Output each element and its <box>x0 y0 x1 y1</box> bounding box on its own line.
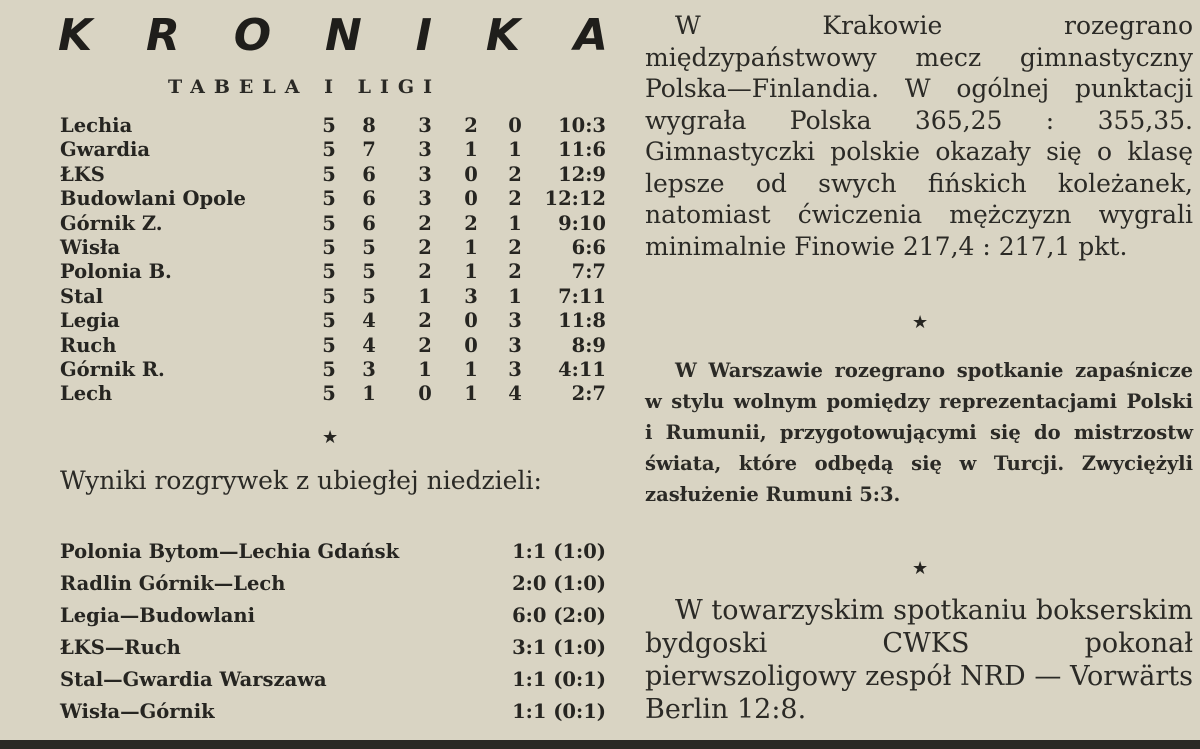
matches-cell: 5 <box>322 235 336 259</box>
table-row <box>60 163 620 187</box>
points-cell: 5 <box>362 260 376 284</box>
wins-cell: 2 <box>418 333 432 357</box>
matches-cell: 5 <box>322 138 336 162</box>
draws-cell: 0 <box>464 187 478 211</box>
results-heading: Wyniki rozgrywek z ubiegłej niedzieli: <box>60 466 542 495</box>
draws-cell: 2 <box>464 211 478 235</box>
losses-cell: 2 <box>508 235 522 259</box>
points-cell: 1 <box>362 382 376 406</box>
draws-cell: 1 <box>464 357 478 381</box>
match-name: Stal—Gwardia Warszawa <box>60 668 327 691</box>
table-row <box>60 114 620 138</box>
goals-cell: 9:10 <box>558 211 606 235</box>
wins-cell: 1 <box>418 284 432 308</box>
wins-cell: 2 <box>418 309 432 333</box>
draws-cell: 3 <box>464 284 478 308</box>
result-row <box>60 696 610 728</box>
table-row <box>60 138 620 162</box>
losses-cell: 2 <box>508 260 522 284</box>
points-cell: 3 <box>362 357 376 381</box>
goals-cell: 10:3 <box>558 114 606 137</box>
table-row <box>60 382 620 406</box>
losses-cell: 4 <box>508 382 522 406</box>
losses-cell: 0 <box>508 114 522 137</box>
team-name: Budowlani Opole <box>60 187 246 211</box>
league-table <box>60 114 620 407</box>
points-cell: 4 <box>362 309 376 333</box>
wins-cell: 1 <box>418 357 432 381</box>
goals-cell: 11:6 <box>558 138 606 162</box>
losses-cell: 1 <box>508 138 522 162</box>
wrestling-article: W Warszawie rozegrano spotkanie zapaśnicze w stylu wolnym pomiędzy reprezentacjami Polski i Rumunii, przygotowującymi się do mistrzostw świata, które odbędą się w Turcji. Zwyciężyli zasłużenie Rumuni 5:3. <box>645 359 1193 506</box>
matches-cell: 5 <box>322 260 336 284</box>
masthead-letter: K <box>485 10 521 61</box>
wins-cell: 2 <box>418 235 432 259</box>
matches-cell: 5 <box>322 382 336 406</box>
table-row <box>60 334 620 358</box>
match-score: 1:1 (0:1) <box>512 668 606 691</box>
wins-cell: 3 <box>418 138 432 162</box>
masthead-title <box>58 6 608 66</box>
goals-cell: 8:9 <box>571 333 606 357</box>
goals-cell: 2:7 <box>571 382 606 406</box>
losses-cell: 3 <box>508 333 522 357</box>
team-name: Gwardia <box>60 138 151 162</box>
team-name: Lechia <box>60 114 133 137</box>
result-row <box>60 568 610 600</box>
masthead-letter: O <box>233 10 272 61</box>
matches-cell: 5 <box>322 162 336 186</box>
masthead-letter: N <box>324 10 362 61</box>
losses-cell: 1 <box>508 211 522 235</box>
match-score: 6:0 (2:0) <box>512 604 606 627</box>
wins-cell: 3 <box>418 162 432 186</box>
table-row <box>60 212 620 236</box>
draws-cell: 0 <box>464 309 478 333</box>
table-row <box>60 358 620 382</box>
goals-cell: 11:8 <box>558 309 606 333</box>
team-name: Polonia B. <box>60 260 172 284</box>
result-row <box>60 536 610 568</box>
goals-cell: 7:11 <box>558 284 606 308</box>
points-cell: 5 <box>362 284 376 308</box>
wins-cell: 2 <box>418 211 432 235</box>
league-table-title: TABELA I LIGI <box>168 76 441 98</box>
matches-cell: 5 <box>322 284 336 308</box>
wins-cell: 2 <box>418 260 432 284</box>
result-row <box>60 632 610 664</box>
match-name: Wisła—Górnik <box>60 700 215 723</box>
masthead-letter: K <box>58 10 93 61</box>
goals-cell: 12:9 <box>558 162 606 186</box>
losses-cell: 1 <box>508 284 522 308</box>
points-cell: 7 <box>362 138 376 162</box>
page-bottom-edge <box>0 740 1200 749</box>
team-name: Górnik R. <box>60 357 165 381</box>
goals-cell: 7:7 <box>571 260 606 284</box>
result-row <box>60 600 610 632</box>
matches-cell: 5 <box>322 114 336 137</box>
separator-star: ★ <box>322 427 339 448</box>
draws-cell: 1 <box>464 260 478 284</box>
table-row <box>60 236 620 260</box>
team-name: ŁKS <box>60 162 105 186</box>
table-row <box>60 187 620 211</box>
team-name: Legia <box>60 309 120 333</box>
points-cell: 6 <box>362 187 376 211</box>
wins-cell: 3 <box>418 187 432 211</box>
match-score: 1:1 (1:0) <box>512 540 606 563</box>
goals-cell: 4:11 <box>558 357 606 381</box>
wins-cell: 3 <box>418 114 432 137</box>
gymnastics-article: W Krakowie rozegrano międzypaństwowy mecz gimnastyczny Polska—Finlandia. W ogólnej punktacji wygrała Polska 365,25 : 355,35. Gimnastyczki polskie okazały się o klasę lepsze od swych fińskich koleżanek, natomiast ćwiczenia mężczyzn wygrali minimalnie Finowie 217,4 : 217,1 pkt. <box>645 11 1193 261</box>
separator-star: ★ <box>912 558 929 579</box>
points-cell: 5 <box>362 235 376 259</box>
points-cell: 4 <box>362 333 376 357</box>
match-name: Legia—Budowlani <box>60 604 256 627</box>
masthead-letter: I <box>415 10 433 61</box>
table-row <box>60 260 620 284</box>
draws-cell: 0 <box>464 162 478 186</box>
points-cell: 8 <box>362 114 376 137</box>
match-name: ŁKS—Ruch <box>60 636 181 659</box>
draws-cell: 0 <box>464 333 478 357</box>
team-name: Stal <box>60 284 104 308</box>
losses-cell: 3 <box>508 357 522 381</box>
match-score: 1:1 (0:1) <box>512 700 606 723</box>
matches-cell: 5 <box>322 357 336 381</box>
draws-cell: 1 <box>464 138 478 162</box>
points-cell: 6 <box>362 211 376 235</box>
draws-cell: 1 <box>464 382 478 406</box>
match-score: 2:0 (1:0) <box>512 572 606 595</box>
team-name: Górnik Z. <box>60 211 163 235</box>
results-list <box>60 536 610 728</box>
draws-cell: 1 <box>464 235 478 259</box>
matches-cell: 5 <box>322 187 336 211</box>
match-name: Radlin Górnik—Lech <box>60 572 286 595</box>
masthead-letter: R <box>145 10 180 61</box>
losses-cell: 2 <box>508 162 522 186</box>
wins-cell: 0 <box>418 382 432 406</box>
team-name: Ruch <box>60 333 117 357</box>
boxing-article: W towarzyskim spotkaniu bokserskim bydgoski CWKS pokonał pierwszoligowy zespół NRD — Vorwärts Berlin 12:8. <box>645 595 1193 725</box>
team-name: Wisła <box>60 235 121 259</box>
table-row <box>60 309 620 333</box>
matches-cell: 5 <box>322 211 336 235</box>
draws-cell: 2 <box>464 114 478 137</box>
matches-cell: 5 <box>322 309 336 333</box>
matches-cell: 5 <box>322 333 336 357</box>
masthead-letter: A <box>573 10 608 61</box>
table-row <box>60 285 620 309</box>
goals-cell: 12:12 <box>544 187 606 211</box>
goals-cell: 6:6 <box>571 235 606 259</box>
losses-cell: 2 <box>508 187 522 211</box>
points-cell: 6 <box>362 162 376 186</box>
separator-star: ★ <box>912 312 929 333</box>
match-score: 3:1 (1:0) <box>512 636 606 659</box>
losses-cell: 3 <box>508 309 522 333</box>
match-name: Polonia Bytom—Lechia Gdańsk <box>60 540 400 563</box>
result-row <box>60 664 610 696</box>
team-name: Lech <box>60 382 113 406</box>
